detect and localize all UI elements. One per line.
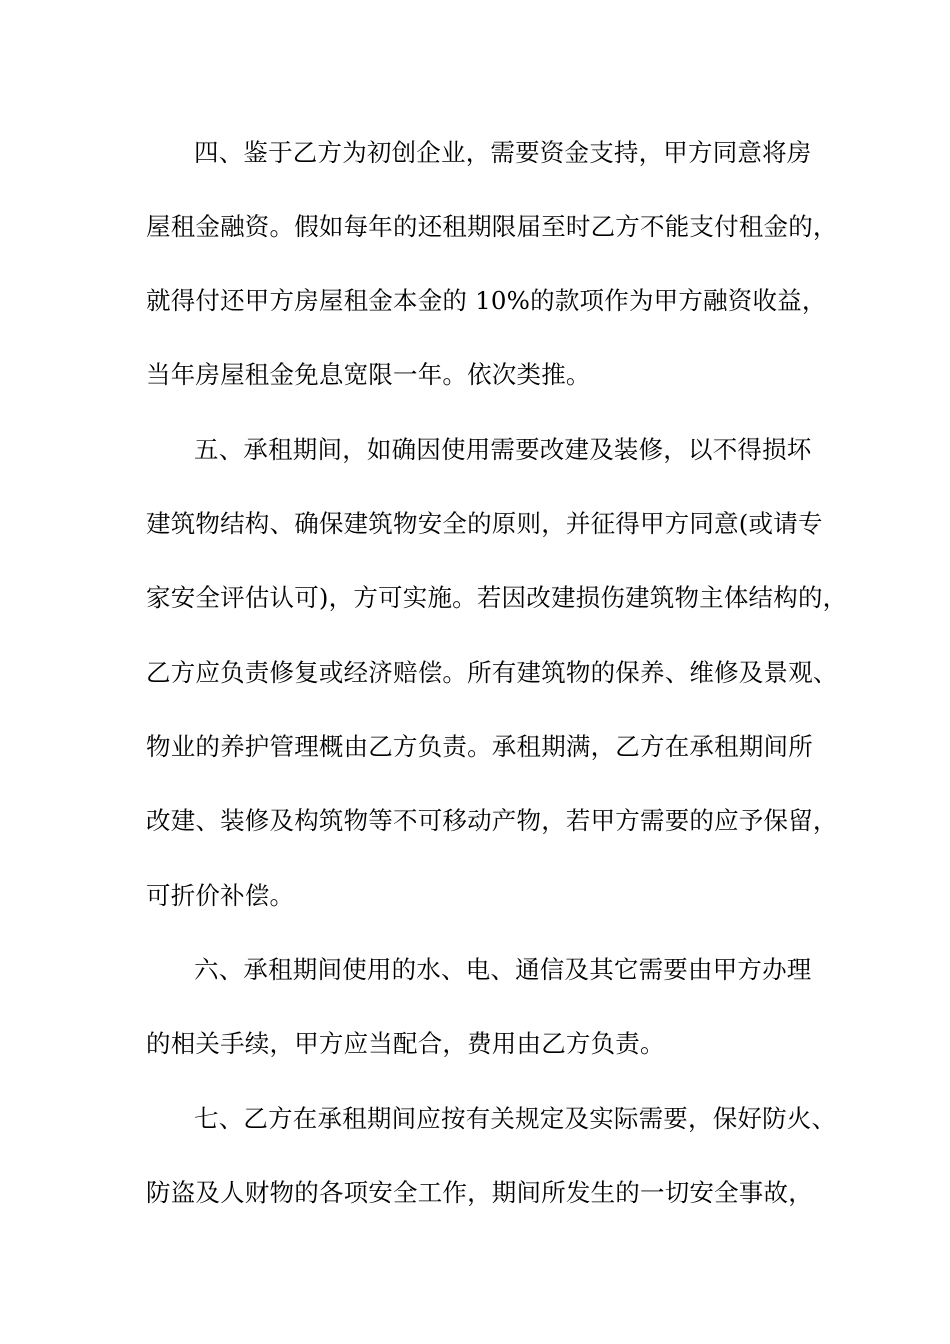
text-line: 家安全评估认可)，方可实施。若因改建损伤建筑物主体结构的， <box>146 583 848 612</box>
text-line: 的相关手续，甲方应当配合，费用由乙方负责。 <box>146 1029 665 1058</box>
text-line: 物业的养护管理概由乙方负责。承租期满，乙方在承租期间所 <box>146 732 813 761</box>
text-line: 六、承租期间使用的水、电、通信及其它需要由甲方办理 <box>194 955 812 984</box>
text-line: 当年房屋租金免息宽限一年。依次类推。 <box>146 360 591 389</box>
text-line: 改建、装修及构筑物等不可移动产物，若甲方需要的应予保留， <box>146 806 838 835</box>
text-line: 防盗及人财物的各项安全工作，期间所发生的一切安全事故， <box>146 1178 813 1207</box>
text-line: 屋租金融资。假如每年的还租期限届至时乙方不能支付租金的， <box>146 212 838 241</box>
text-line: 七、乙方在承租期间应按有关规定及实际需要，保好防火、 <box>194 1104 837 1133</box>
text-line: 就得付还甲方房屋租金本金的 10%的款项作为甲方融资收益， <box>146 286 827 315</box>
text-line: 五、承租期间，如确因使用需要改建及装修，以不得损坏 <box>194 435 812 464</box>
text-line: 乙方应负责修复或经济赔偿。所有建筑物的保养、维修及景观、 <box>146 658 838 687</box>
text-line: 四、鉴于乙方为初创企业，需要资金支持，甲方同意将房 <box>194 138 812 167</box>
text-line: 可折价补偿。 <box>146 881 295 910</box>
text-line: 建筑物结构、确保建筑物安全的原则，并征得甲方同意(或请专 <box>146 509 823 538</box>
